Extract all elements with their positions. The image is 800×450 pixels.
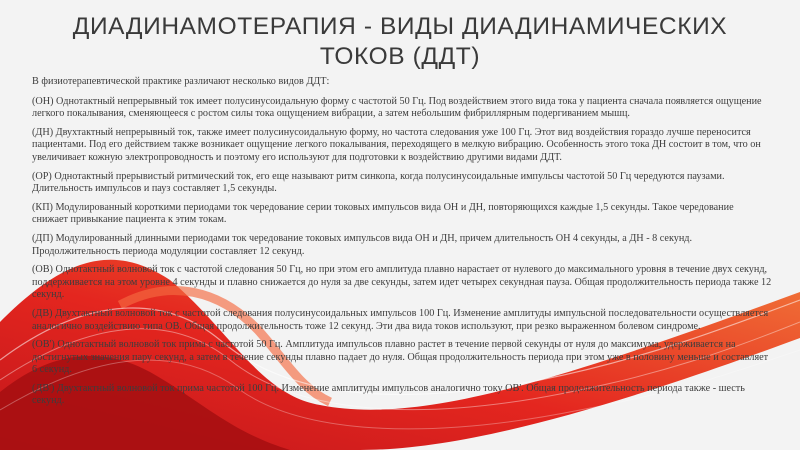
title-line-2: ТОКОВ (ДДТ) xyxy=(319,43,481,70)
paragraph-dv: (ДВ) Двухтактный волновой ток с частотой следования полусинусоидальных импульсов 100 Гц. Изменение амплитуды импульсной последовательности осуществляется аналогично воздействию типа ОВ. Общая продолжительность тоже 12 секунд. Эти два вида токов используют, при резко выраженном болевом синдроме. xyxy=(32,307,769,332)
content-body xyxy=(32,76,772,414)
paragraph-ov: (ОВ) Однотактный волновой ток с частотой следования 50 Гц, но при этом его амплитуда плавно нарастает от нулевого до максимального уровня в течение двух секунд, поддерживается на этом уровне 4 секунды и плавно снижается до нуля за две секунды, затем идет четырех секундная пауза. Общая продолжительность периода также 12 секунд. xyxy=(32,264,772,301)
paragraph-or: (ОР) Однотактный прерывистый ритмический ток, его еще называют ритм синкопа, когда полусинусоидальные импульсы частотой 50 Гц чередуются паузами. Длительность импульсов и пауз составляет 1,5 секунды. xyxy=(32,170,725,195)
paragraph-ov-prime: (ОВ') Однотактный волновой ток прима с частотой 50 Гц. Амплитуда импульсов плавно растет в течение первой секунды от нуля до максимума, удерживается на достигнутых значения пару секунд, а затем в течение секунды плавно падает до нуля. Общая продолжительность периода при этом уже в половину меньше и составляет 6 секунд. xyxy=(32,339,769,376)
page-title xyxy=(30,12,770,72)
paragraph-dv-prime: (ДВ') Двухтактный волновой ток прима частотой 100 Гц. Изменение амплитуды импульсов аналогично току ОВ'. Общая продолжительность периода также - шесть секунд. xyxy=(32,382,745,407)
paragraph-on: (ОН) Однотактный непрерывный ток имеет полусинусоидальную форму с частотой 50 Гц. Под воздействием этого вида тока у пациента сначала появляется ощущение легкого покалывания, сменяющееся с ростом силы тока ощущением вибрации, а затем небольшим фибриллярным подергиванием мышц. xyxy=(32,95,762,120)
paragraph-dp: (ДП) Модулированный длинными периодами ток чередование токовых импульсов вида ОН и ДН, причем длительность ОН 4 секунды, а ДН - 8 секунд. Продолжительность периода модуляции составляет 12 секунд. xyxy=(32,232,693,257)
title-line-1: ДИАДИНАМОТЕРАПИЯ - ВИДЫ ДИАДИНАМИЧЕСКИХ xyxy=(72,13,728,40)
intro-text: В физиотерапевтической практике различают несколько видов ДДТ: xyxy=(32,76,330,87)
paragraph-dn: (ДН) Двухтактный непрерывный ток, также имеет полусинусоидальную форму, но частота следования уже 100 Гц. Этот вид воздействия гораздо лучше переносится пациентами. Под его действием также возникает ощущение легкого покалывания, переходящего в мелкую вибрацию. Особенность этого тока ДН состоит в том, что он увеличивает кожную электропроводность и поэтому его используют для подготовки к воздействию другими видами ДДТ. xyxy=(32,126,761,163)
paragraph-kp: (КП) Модулированный короткими периодами ток чередование серии токовых импульсов вида ОН и ДН, повторяющихся каждые 1,5 секунды. Такое чередование снижает привыкание пациента к этим токам. xyxy=(32,201,734,226)
